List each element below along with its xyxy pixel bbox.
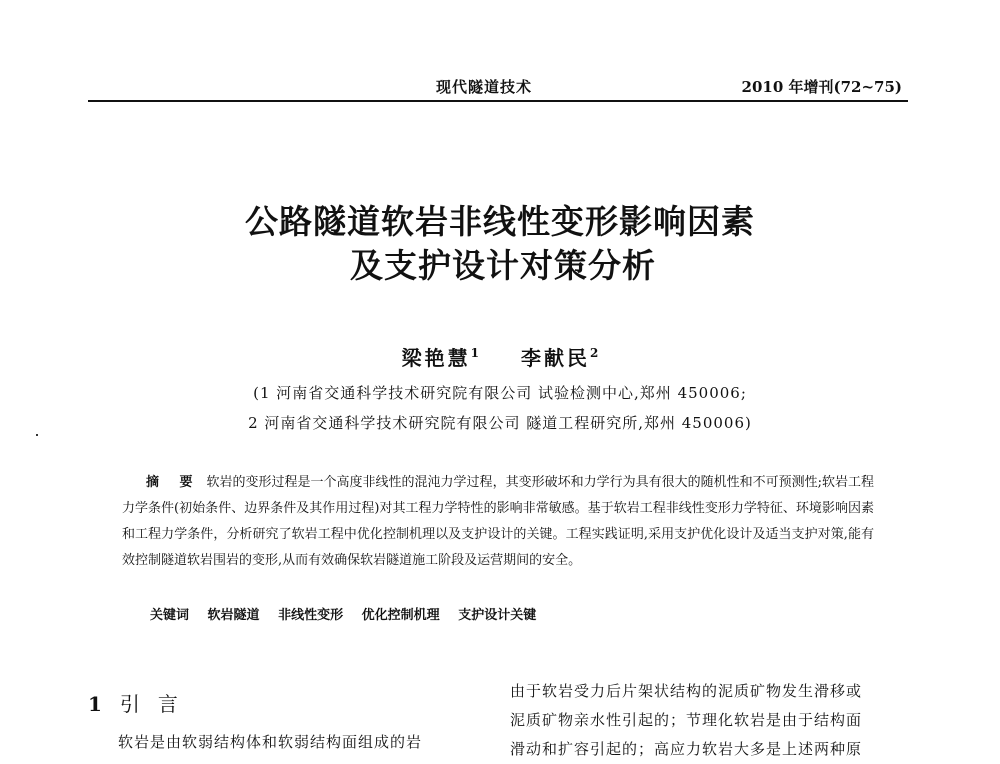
keyword: 软岩隧道 — [207, 608, 260, 623]
right-column — [510, 677, 910, 764]
affiliation-1: (1 河南省交通科学技术研究院有限公司 试验检测中心,郑州 450006; — [253, 384, 747, 402]
paper-title — [0, 200, 1000, 288]
body-line: 由于软岩受力后片架状结构的泥质矿物发生滑移或 — [510, 682, 863, 700]
title-line-2: 及支护设计对策分析 — [350, 246, 656, 285]
affiliation-2: 2 河南省交通科学技术研究院有限公司 隧道工程研究所,郑州 450006) — [248, 414, 752, 432]
issue-info: 2010 年增刊(72~75) — [741, 78, 902, 96]
author-name: 梁艳慧 — [401, 346, 471, 370]
keywords — [150, 604, 550, 623]
abstract-label: 摘 要 — [146, 475, 201, 490]
abstract — [122, 470, 874, 574]
body-line: 泥质矿物亲水性引起的；节理化软岩是由于结构面 — [510, 711, 863, 729]
body-line: 滑动和扩容引起的；高应力软岩大多是上述两种原 — [510, 740, 863, 758]
section-heading — [88, 688, 488, 722]
title-line-1: 公路隧道软岩非线性变形影响因素 — [245, 202, 755, 241]
authors — [0, 342, 1000, 371]
affiliations — [0, 378, 1000, 438]
author-2 — [521, 342, 598, 371]
left-column — [88, 688, 488, 757]
abstract-text: 软岩的变形过程是一个高度非线性的混沌力学过程，其变形破坏和力学行为具有很大的随机性和不可预测性;软岩工程力学条件(初始条件、边界条件及其作用过程)对其工程力学特性的影响非常敏感。基于软岩工程非线性变形力学特征、环境影响因素和工程力学条件，分析研究了软岩工程中优化控制机理以及支护设计的关键。工程实践证明,采用支护优化设计及适当支护对策,能有效控制隧道软岩围岩的变形,从而有效确保软岩隧道施工阶段及运营期间的安全。 — [122, 475, 874, 568]
body-paragraph: 软岩是由软弱结构体和软弱结构面组成的岩 — [118, 733, 423, 751]
keyword: 非线性变形 — [278, 608, 344, 623]
section-number: 1 — [88, 692, 104, 716]
author-1 — [402, 342, 479, 371]
author-name: 李献民 — [520, 346, 590, 370]
author-affiliation-mark: 1 — [470, 346, 480, 360]
author-affiliation-mark: 2 — [589, 346, 599, 360]
keyword: 优化控制机理 — [361, 608, 440, 623]
keyword: 支护设计关键 — [458, 608, 537, 623]
journal-name: 现代隧道技术 — [436, 78, 533, 96]
keywords-label: 关键词 — [150, 608, 190, 623]
header-rule — [88, 100, 908, 102]
running-header — [88, 74, 908, 102]
section-title: 引言 — [119, 692, 196, 716]
